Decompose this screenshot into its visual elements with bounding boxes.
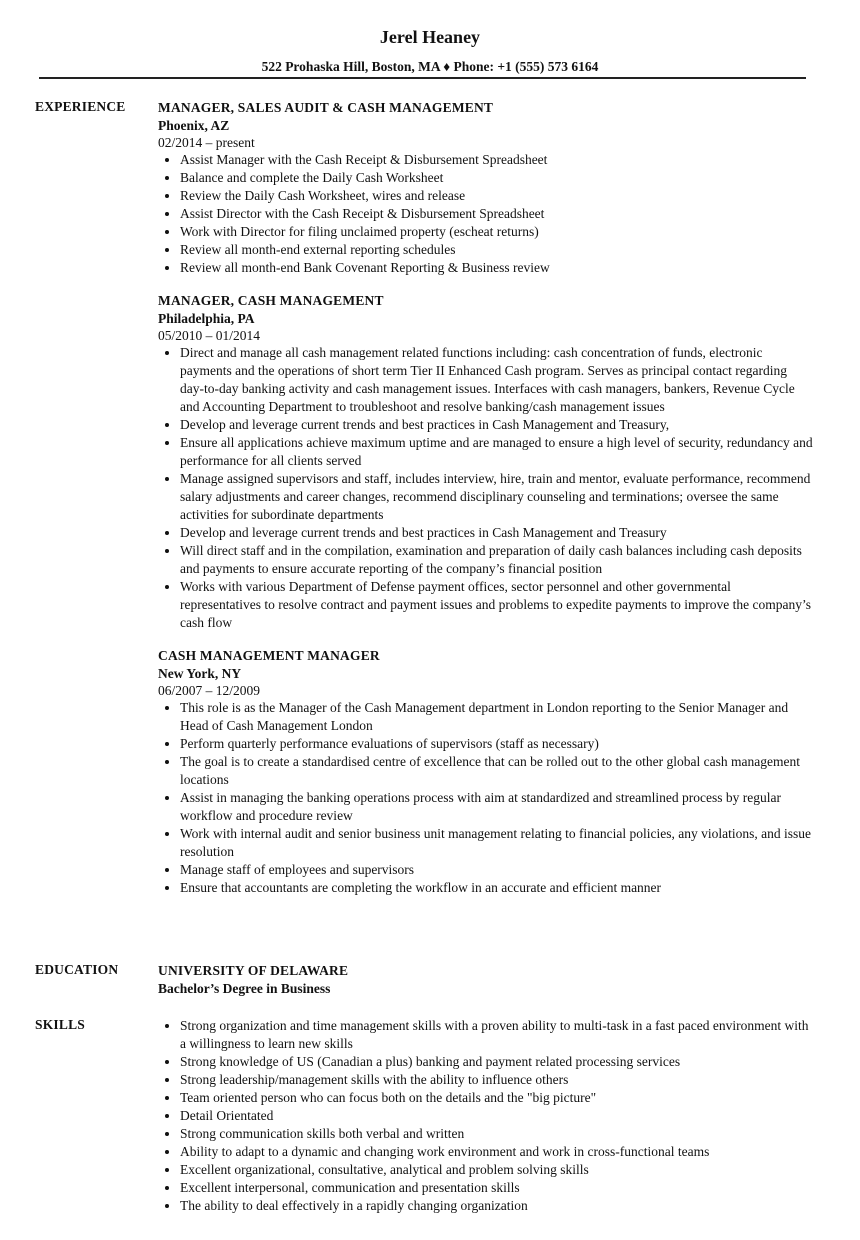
education-label: EDUCATION bbox=[35, 962, 119, 977]
job-title: MANAGER, SALES AUDIT & CASH MANAGEMENT bbox=[158, 100, 494, 115]
bullet-item: • Will direct staff and in the compilation, examination and preparation of daily cash balances including cash deposits and payments to ensure accurate reporting of the company’s financial position bbox=[180, 542, 813, 578]
skill-item: • Ability to adapt to a dynamic and changing work environment and work in cross-functional teams bbox=[180, 1143, 813, 1161]
skill-item: • Excellent organizational, consultative, analytical and problem solving skills bbox=[180, 1161, 813, 1179]
bullet-item: • Balance and complete the Daily Cash Worksheet bbox=[180, 169, 813, 187]
skill-item: • Strong communication skills both verbal and written bbox=[180, 1125, 813, 1143]
job-entry bbox=[158, 99, 813, 277]
skills-list bbox=[158, 1017, 813, 1215]
skill-item: • Strong knowledge of US (Canadian a plus) banking and payment related processing services bbox=[180, 1053, 813, 1071]
bullet-item: • Assist Manager with the Cash Receipt & Disbursement Spreadsheet bbox=[180, 151, 813, 169]
skill-item: • Excellent interpersonal, communication and presentation skills bbox=[180, 1179, 813, 1197]
job-title: MANAGER, CASH MANAGEMENT bbox=[158, 293, 384, 308]
skill-item: • Detail Orientated bbox=[180, 1107, 813, 1125]
skill-item: • Strong leadership/management skills with the ability to influence others bbox=[180, 1071, 813, 1089]
bullet-item: • Develop and leverage current trends and best practices in Cash Management and Treasury, bbox=[180, 416, 813, 434]
degree: Bachelor’s Degree in Business bbox=[158, 981, 331, 996]
skills-body bbox=[158, 1017, 813, 1215]
bullet-item: • Review all month-end Bank Covenant Reporting & Business review bbox=[180, 259, 813, 277]
education-body bbox=[158, 962, 813, 998]
skills-label: SKILLS bbox=[35, 1017, 85, 1032]
job-entry bbox=[158, 647, 813, 897]
bullet-item: • Works with various Department of Defense payment offices, sector personnel and other governmental representatives to resolve contract and payment issues and problems to expedite payments to improve the company’s cash flow bbox=[180, 578, 813, 632]
skill-item: • The ability to deal effectively in a rapidly changing organization bbox=[180, 1197, 813, 1215]
job-location: Phoenix, AZ bbox=[158, 118, 230, 133]
bullet-item: • Assist in managing the banking operations process with aim at standardized and streamlined process by regular workflow and procedure review bbox=[180, 789, 813, 825]
job-title: CASH MANAGEMENT MANAGER bbox=[158, 648, 380, 663]
bullet-item: • Work with internal audit and senior business unit management relating to financial policies, any violations, and issue resolution bbox=[180, 825, 813, 861]
bullet-item: • Ensure all applications achieve maximum uptime and are managed to ensure a high level of security, redundancy and performance for all clients served bbox=[180, 434, 813, 470]
job-bullets bbox=[158, 151, 813, 277]
skill-item: • Team oriented person who can focus both on the details and the "big picture" bbox=[180, 1089, 813, 1107]
job-dates: 02/2014 – present bbox=[158, 135, 255, 150]
school-name: UNIVERSITY OF DELAWARE bbox=[158, 963, 349, 978]
bullet-item: • Review all month-end external reporting schedules bbox=[180, 241, 813, 259]
job-dates: 06/2007 – 12/2009 bbox=[158, 683, 261, 698]
resume-header bbox=[0, 0, 860, 75]
header-divider bbox=[39, 77, 806, 79]
job-location: New York, NY bbox=[158, 666, 242, 681]
bullet-item: • Ensure that accountants are completing the workflow in an accurate and efficient manner bbox=[180, 879, 813, 897]
bullet-item: • Manage assigned supervisors and staff, includes interview, hire, train and mentor, evaluate performance, recommend salary adjustments and career changes, recommend disciplinary counseling and terminations; oversee the same activities for subordinate departments bbox=[180, 470, 813, 524]
job-bullets bbox=[158, 699, 813, 897]
bullet-item: • Direct and manage all cash management related functions including: cash concentration of funds, electronic payments and the operations of short term Tier II Enhanced Cash program. Serves as principal contact regarding day-to-day banking activity and cash management issues. Interfaces with cash managers, bankers, Revenue Cycle and Accounting Department to troubleshoot and resolve banking/cash management issues bbox=[180, 344, 813, 416]
candidate-name: Jerel Heaney bbox=[379, 27, 481, 47]
bullet-item: • Develop and leverage current trends and best practices in Cash Management and Treasury bbox=[180, 524, 813, 542]
contact-line: 522 Prohaska Hill, Boston, MA ♦ Phone: +1 (555) 573 6164 bbox=[261, 59, 599, 74]
bullet-item: • Review the Daily Cash Worksheet, wires and release bbox=[180, 187, 813, 205]
job-bullets bbox=[158, 344, 813, 632]
bullet-item: • Assist Director with the Cash Receipt & Disbursement Spreadsheet bbox=[180, 205, 813, 223]
job-entry bbox=[158, 292, 813, 632]
bullet-item: • This role is as the Manager of the Cash Management department in London reporting to the Senior Manager and Head of Cash Management London bbox=[180, 699, 813, 735]
bullet-item: • Manage staff of employees and supervisors bbox=[180, 861, 813, 879]
job-location: Philadelphia, PA bbox=[158, 311, 255, 326]
job-dates: 05/2010 – 01/2014 bbox=[158, 328, 261, 343]
experience-body bbox=[158, 99, 813, 912]
experience-label: EXPERIENCE bbox=[35, 99, 126, 114]
bullet-item: • Perform quarterly performance evaluations of supervisors (staff as necessary) bbox=[180, 735, 813, 753]
bullet-item: • Work with Director for filing unclaimed property (escheat returns) bbox=[180, 223, 813, 241]
skill-item: • Strong organization and time management skills with a proven ability to multi-task in a fast paced environment with a willingness to learn new skills bbox=[180, 1017, 813, 1053]
bullet-item: • The goal is to create a standardised centre of excellence that can be rolled out to the other global cash management locations bbox=[180, 753, 813, 789]
